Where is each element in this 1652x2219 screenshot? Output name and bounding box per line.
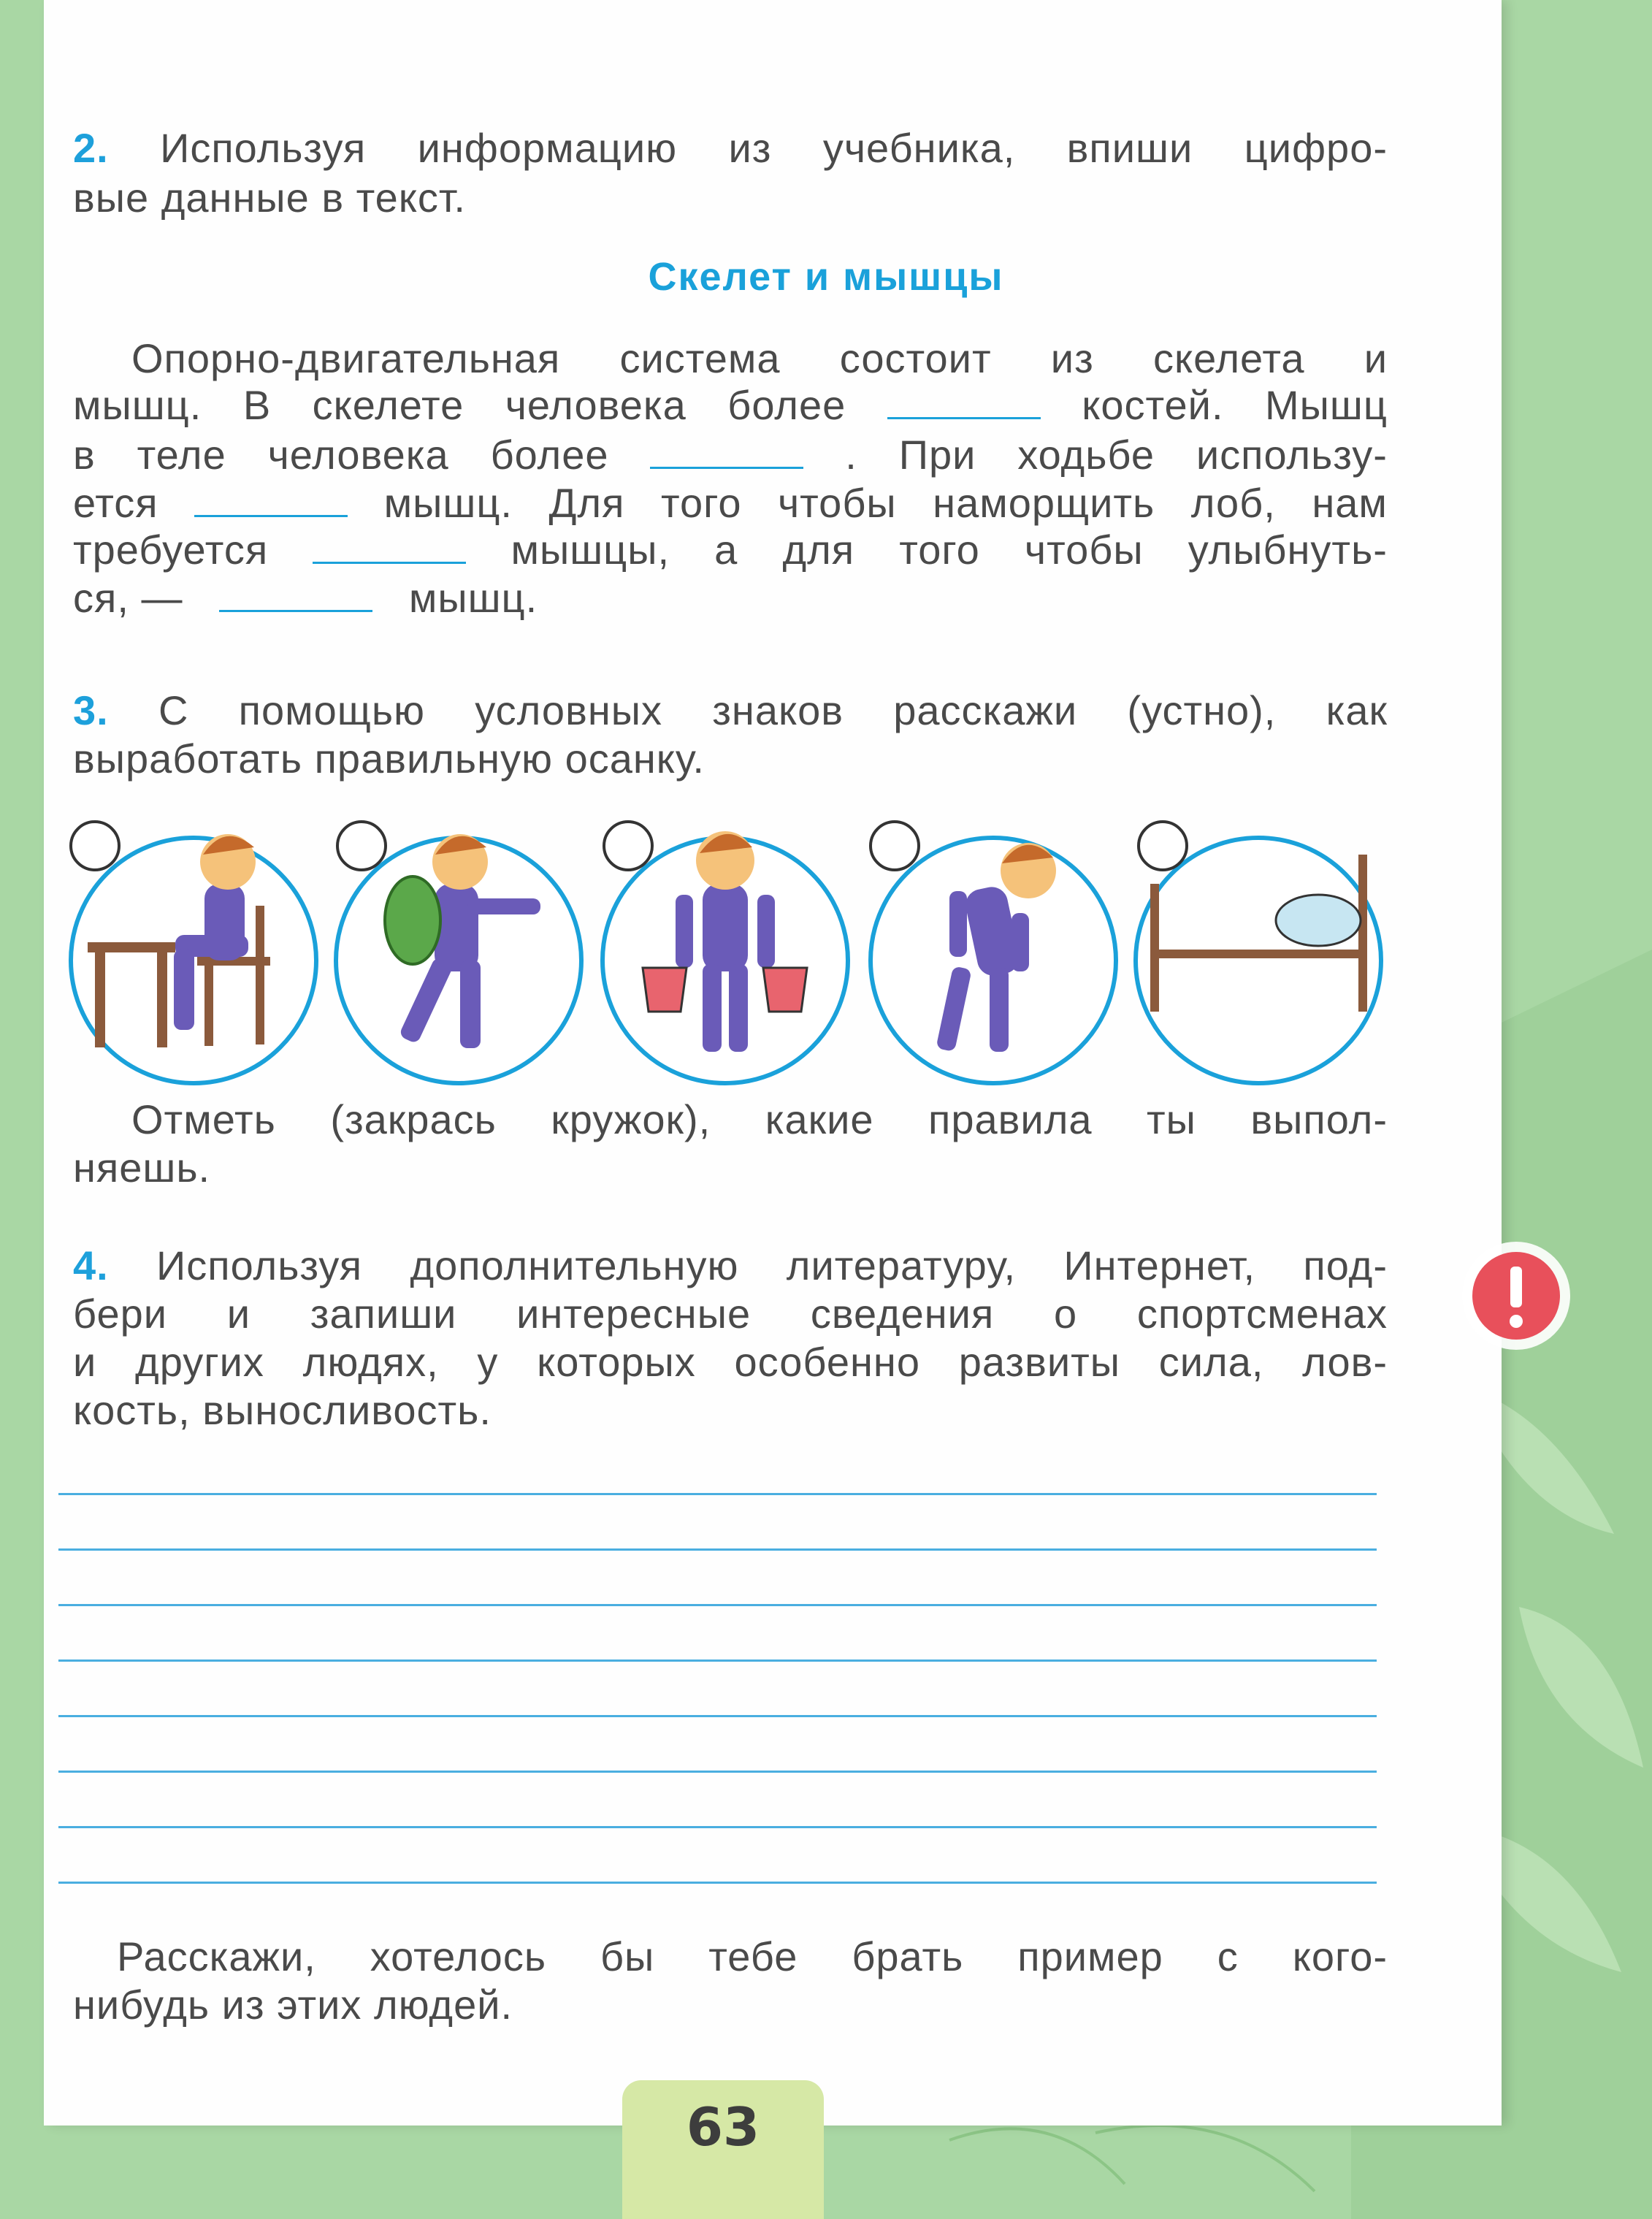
answer-blank-smile[interactable]	[219, 603, 372, 612]
answer-blank-bones[interactable]	[887, 410, 1041, 419]
answer-line-6[interactable]	[58, 1771, 1377, 1773]
task2-text-line2: вые данные в текст.	[73, 175, 466, 221]
task3-note-line2: няешь.	[73, 1145, 211, 1191]
walking-backpack-icon	[336, 834, 581, 1083]
answer-line-2[interactable]	[58, 1548, 1377, 1551]
posture-icons	[0, 811, 1652, 1088]
task3-text-line2: выработать правильную осанку.	[73, 736, 705, 782]
checkbox-circle-2[interactable]	[337, 822, 386, 870]
task4-footer-line2: нибудь из этих людей.	[73, 1982, 513, 2028]
paragraph-line-4: ется мышц. Для того чтобы наморщить лоб, нам	[73, 480, 1388, 526]
checkbox-circle-1[interactable]	[71, 822, 119, 870]
checkbox-circle-3[interactable]	[604, 822, 652, 870]
answer-line-1[interactable]	[58, 1493, 1377, 1495]
answer-line-3[interactable]	[58, 1604, 1377, 1606]
checkbox-circle-4[interactable]	[871, 822, 919, 870]
page-number: 63	[686, 2096, 760, 2158]
section-heading: Скелет и мышцы	[648, 255, 1004, 299]
page-number-tab	[622, 2080, 824, 2219]
answer-line-4[interactable]	[58, 1660, 1377, 1662]
task2-number: 2.	[73, 125, 109, 171]
stretching-icon	[871, 838, 1116, 1083]
task4-number: 4.	[73, 1242, 109, 1288]
task4-text-line3: и других людях, у которых особенно развиты сила, лов-	[73, 1339, 1388, 1385]
paragraph-line-3: в теле человека более . При ходьбе использу-	[73, 432, 1388, 478]
task3-number: 3.	[73, 687, 109, 733]
task3-text-line1: 3. С помощью условных знаков расскажи (устно), как	[73, 687, 1388, 733]
checkbox-circle-5[interactable]	[1139, 822, 1187, 870]
answer-blank-forehead[interactable]	[313, 554, 466, 564]
answer-line-8[interactable]	[58, 1882, 1377, 1884]
task4-footer-line1: Расскажи, хотелось бы тебе брать пример с кого-	[117, 1933, 1388, 1979]
exclamation-icon	[1458, 1237, 1575, 1354]
paragraph-line-6: ся, — мышц.	[73, 575, 538, 621]
bed-icon	[1136, 838, 1381, 1083]
paragraph-line-1: Опорно-двигательная система состоит из скелета и	[131, 335, 1388, 381]
paragraph-line-2: мышц. В скелете человека более костей. Мышц	[73, 382, 1388, 428]
task2-text-line1: 2. Используя информацию из учебника, впиши цифро-	[73, 125, 1388, 171]
task4-text-line1: 4. Используя дополнительную литературу, Интернет, под-	[73, 1242, 1388, 1288]
sitting-posture-icon	[71, 834, 316, 1083]
answer-blank-walking[interactable]	[194, 508, 348, 517]
answer-blank-muscles[interactable]	[650, 459, 803, 469]
task3-note-line1: Отметь (закрась кружок), какие правила ты выпол-	[131, 1096, 1388, 1142]
carrying-buckets-icon	[603, 831, 848, 1083]
task4-text-line4: кость, выносливость.	[73, 1387, 492, 1433]
task4-text-line2: бери и запиши интересные сведения о спортсменах	[73, 1291, 1388, 1337]
answer-line-7[interactable]	[58, 1826, 1377, 1828]
answer-line-5[interactable]	[58, 1715, 1377, 1717]
paragraph-line-5: требуется мышцы, а для того чтобы улыбнуть-	[73, 527, 1388, 573]
